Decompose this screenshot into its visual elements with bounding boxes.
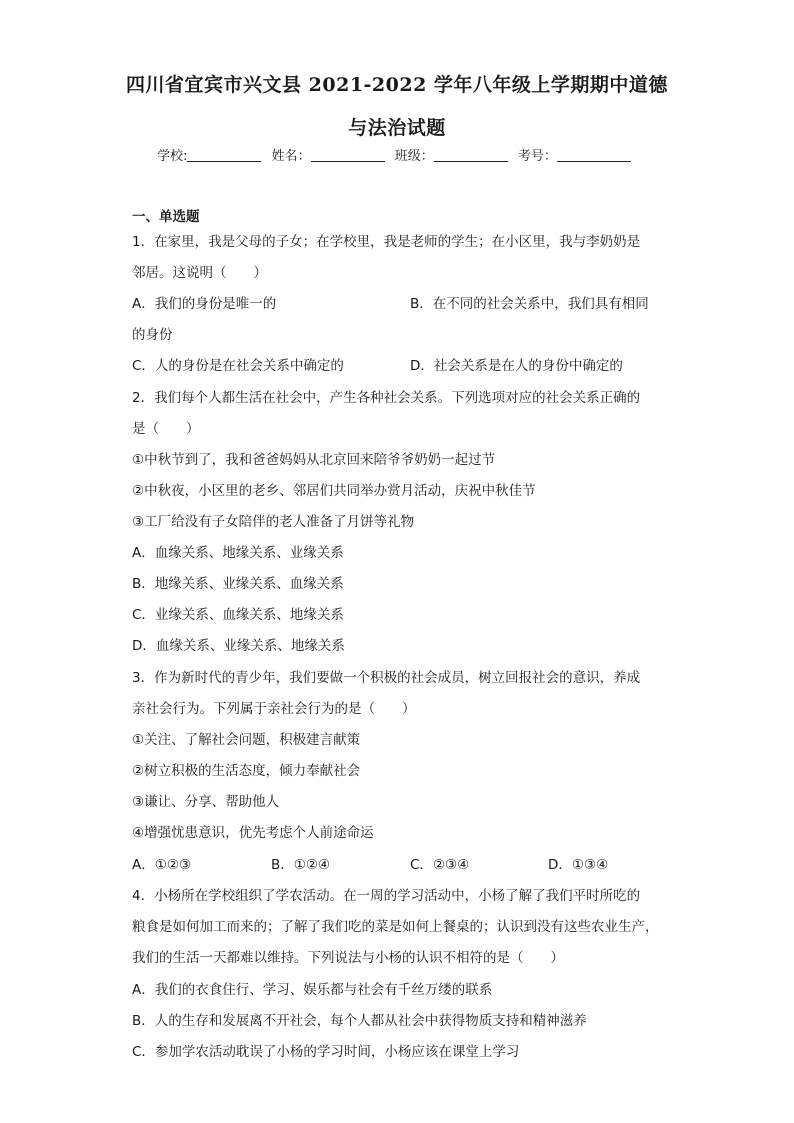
q2-option-d[interactable]: D．血缘关系、业缘关系、地缘关系 — [132, 638, 345, 654]
q1-option-b[interactable]: B．在不同的社会关系中，我们具有相同 — [410, 296, 649, 312]
q4-stem-line1: 4．小杨所在学校组织了学农活动。在一周的学习活动中，小杨了解了我们平时所吃的 — [132, 888, 641, 904]
q2-option-b[interactable]: B．地缘关系、业缘关系、血缘关系 — [132, 576, 344, 592]
q3-statement-4: ④增强忧患意识，优先考虑个人前途命运 — [132, 825, 374, 841]
q3-statement-3: ③谦让、分享、帮助他人 — [132, 794, 280, 810]
q1-stem-line1: 1．在家里，我是父母的子女；在学校里，我是老师的学生；在小区里，我与李奶奶是 — [132, 234, 641, 250]
q2-stem-line2: 是（ ） — [132, 421, 200, 437]
q4-option-b[interactable]: B．人的生存和发展离不开社会，每个人都从社会中获得物质支持和精神滋养 — [132, 1013, 587, 1029]
q3-statement-2: ②树立积极的生活态度，倾力奉献社会 — [132, 763, 361, 779]
q4-option-a[interactable]: A．我们的衣食住行、学习、娱乐都与社会有千丝万缕的联系 — [132, 982, 493, 998]
q3-option-a[interactable]: A．①②③ — [132, 857, 192, 873]
q4-option-c[interactable]: C．参加学农活动耽误了小杨的学习时间，小杨应该在课堂上学习 — [132, 1044, 520, 1060]
class-blank[interactable] — [434, 147, 508, 162]
q2-stem-line1: 2．我们每个人都生活在社会中，产生各种社会关系。下列选项对应的社会关系正确的 — [132, 390, 641, 406]
q1-option-d[interactable]: D．社会关系是在人的身份中确定的 — [410, 358, 623, 374]
q1-option-c[interactable]: C．人的身份是在社会关系中确定的 — [132, 358, 344, 374]
q4-stem-line2: 粮食是如何加工而来的；了解了我们吃的菜是如何上餐桌的；认识到没有这些农业生产， — [132, 919, 659, 935]
exam-title-line2: 与法治试题 — [348, 117, 446, 139]
q3-statement-1: ①关注、了解社会问题，积极建言献策 — [132, 732, 361, 748]
q4-stem-line3: 我们的生活一天都难以维持。下列说法与小杨的认识不相符的是（ ） — [132, 950, 564, 966]
q3-option-b[interactable]: B．①②④ — [271, 857, 331, 873]
name-label: 姓名： — [271, 149, 311, 164]
q2-statement-2: ②中秋夜，小区里的老乡、邻居们共同举办赏月活动，庆祝中秋佳节 — [132, 483, 536, 499]
exam-number-blank[interactable] — [557, 147, 631, 162]
q1-stem-line2: 邻居。这说明（ ） — [132, 265, 267, 281]
q2-option-a[interactable]: A．血缘关系、地缘关系、业缘关系 — [132, 545, 344, 561]
section-heading: 一、单选题 — [132, 209, 200, 225]
q2-option-c[interactable]: C．业缘关系、血缘关系、地缘关系 — [132, 607, 344, 623]
school-label: 学校: — [157, 149, 188, 164]
q3-stem-line2: 亲社会行为。下列属于亲社会行为的是（ ） — [132, 701, 416, 717]
q3-option-d[interactable]: D．①③④ — [548, 857, 609, 873]
exam-title-line1: 四川省宜宾市兴文县 2021-2022 学年八年级上学期期中道德 — [126, 74, 668, 96]
q3-stem-line1: 3．作为新时代的青少年，我们要做一个积极的社会成员，树立回报社会的意识，养成 — [132, 670, 641, 686]
q2-statement-3: ③工厂给没有子女陪伴的老人准备了月饼等礼物 — [132, 514, 415, 530]
q3-option-c[interactable]: C．②③④ — [410, 857, 470, 873]
q1-option-b-cont: 的身份 — [132, 327, 173, 343]
student-info-row — [0, 145, 794, 164]
school-blank[interactable] — [187, 147, 261, 162]
q2-statement-1: ①中秋节到了，我和爸爸妈妈从北京回来陪爷爷奶奶一起过节 — [132, 452, 496, 468]
exam-number-label: 考号： — [517, 149, 557, 164]
class-label: 班级： — [394, 149, 434, 164]
name-blank[interactable] — [311, 147, 385, 162]
q1-option-a[interactable]: A．我们的身份是唯一的 — [132, 296, 277, 312]
